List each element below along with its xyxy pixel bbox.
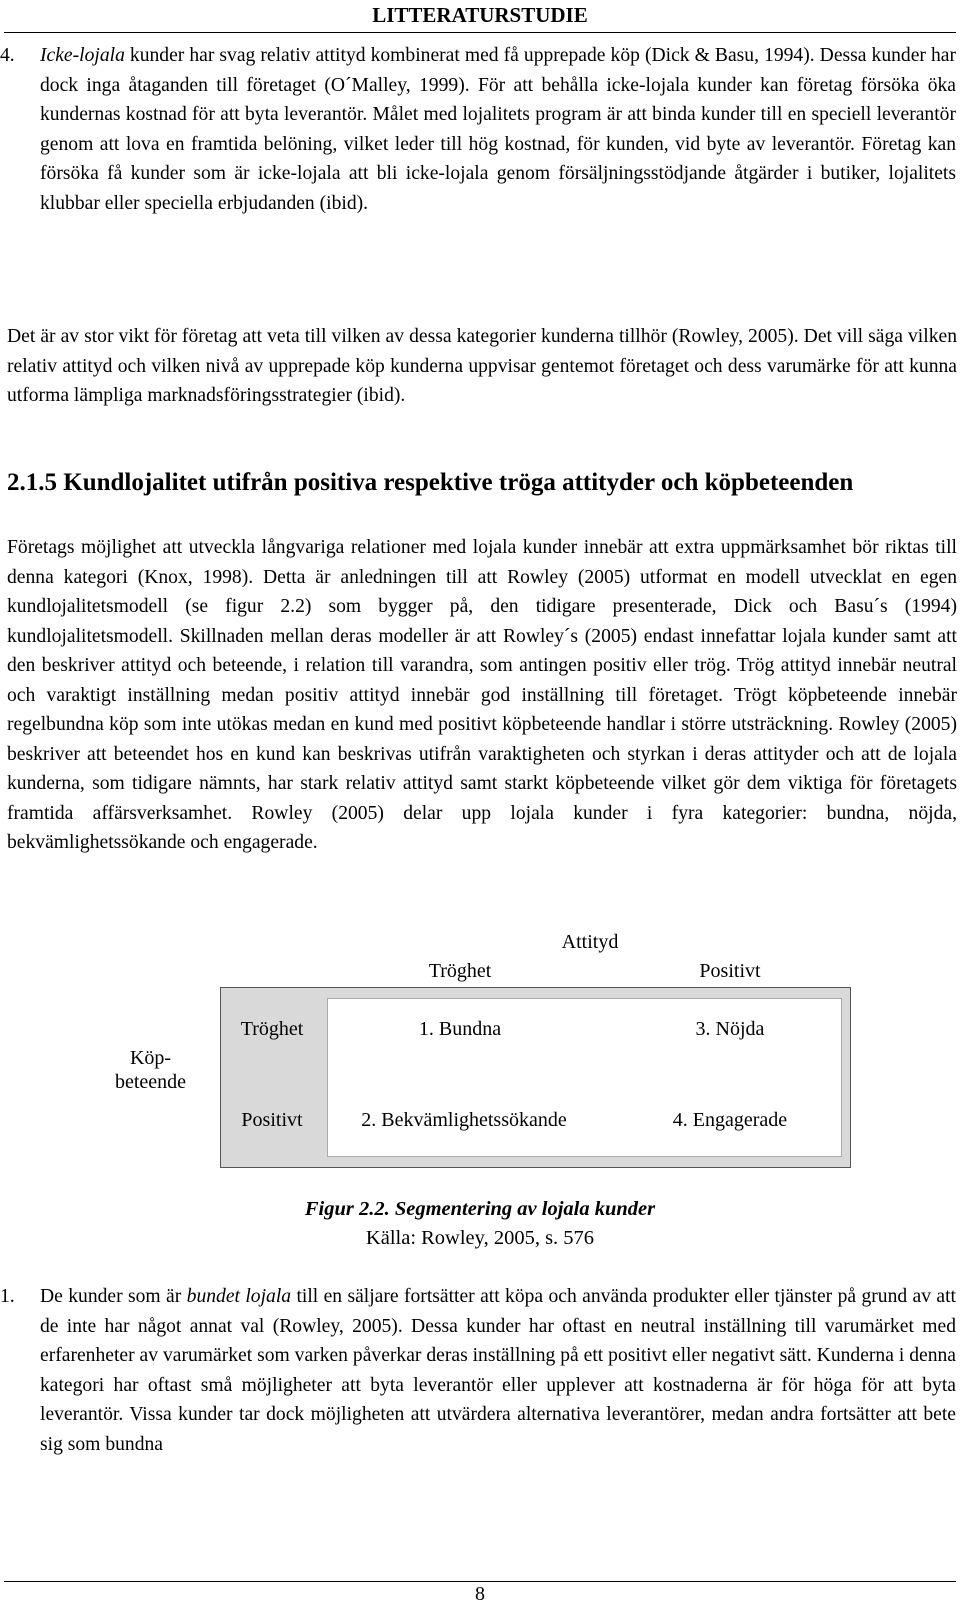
figure-source: Källa: Rowley, 2005, s. 576 [365,1227,595,1249]
col-header-positivt: Positivt [699,960,761,982]
cell-bekvamlighetssokande: 2. Bekvämlighetssökande [361,1109,567,1131]
list-item-1 [0,1282,956,1459]
section-heading [7,466,947,500]
term-icke-lojala: Icke-lojala [40,45,125,66]
row-header-troghet: Tröghet [240,1018,304,1040]
col-header-troghet: Tröghet [428,960,492,982]
figure-caption: Figur 2.2. Segmentering av lojala kunder [304,1198,656,1220]
cell-engagerade: 4. Engagerade [672,1109,788,1131]
list-item-text: kunder har svag relativ attityd kombinerat med få upprepade köp (Dick & Basu, 1994). Dessa kunder har dock inga åtaganden till företaget (O´Malley, 1999). För att behålla icke-lojala kunder kan företag försöka öka kundernas kostnad för att byta leverantör. Målet med lojalitets program är att binda kunder till en speciell leverantör genom att lova en framtida belöning, vilket leder till hög kostnad, för kunden, vid byte av leverantör. Företag kan försöka få kunder som är icke-lojala att bli icke-lojala genom försäljningsstödjande åtgärder i butiker, lojalitets klubbar eller speciella erbjudanden (ibid). [40,45,956,214]
list-item-text: till en säljare fortsätter att köpa och använda produkter eller tjänster på grund av att de inte har något annat val (Rowley, 2005). Dessa kunder har oftast en neutral inställning till varumärket med erfarenheter av varumärket som varken påverkar deras inställning på ett positivt eller negativt sätt. Kunderna i denna kategori har oftast små möjligheter att byta leverantör eller upplever att kostnaderna är för höga för att byta leverantör. Vissa kunder tar dock möjligheten att utvärdera alternativa leverantörer, medan andra fortsätter att bete sig som bundna [40,1286,956,1455]
running-header: LITTERATURSTUDIE [372,3,588,27]
behavior-label-line1: Köp- [129,1047,172,1069]
list-number: 4. [0,45,15,66]
matrix-box [220,987,851,1168]
behavior-label-line2: beteende [114,1071,187,1093]
page-number: 8 [475,1583,485,1605]
header-rule [4,32,956,33]
attitude-label: Attityd [561,931,619,953]
list-number: 1. [0,1286,15,1307]
row-header-positivt: Positivt [241,1109,303,1131]
paragraph-1: Det är av stor vikt för företag att veta till vilken av dessa kategorier kunderna tillhör (Rowley, 2005). Det vill säga vilken relativ attityd och vilken nivå av upprepade köp kunderna uppvisar gentemot företaget och dess varumärke för att kunna utforma lämpliga marknadsföringsstrategier (ibid). [7,326,957,406]
paragraph-2: Företags möjlighet att utveckla långvariga relationer med lojala kunder innebär att extra uppmärksamhet bör riktas till denna kategori (Knox, 1998). Detta är anledningen till att Rowley (2005) utformat en modell utvecklat en egen kundlojalitetsmodell (se figur 2.2) som bygger på, den tidigare presenterade, Dick och Basu´s (1994) kundlojalitetsmodell. Skillnaden mellan deras modeller är att Rowley´s (2005) endast innefattar lojala kunder samt att den beskriver attityd och beteende, i relation till varandra, som antingen positiv eller trög. Trög attityd innebär neutral och varaktigt inställning medan positiv attityd innebär god inställning till företaget. Trögt köpbeteende innebär regelbundna köp som inte utökas medan en kund med positivt köpbeteende handlar i större utsträckning. Rowley (2005) beskriver att beteendet hos en kund kan beskrivas utifrån varaktigheten och styrkan i deras attityder och att de lojala kunderna, som tidigare nämnts, har stark relativ attityd samt starkt köpbeteende vilket gör dem viktiga för företagets framtida affärsverksamhet. Rowley (2005) delar upp lojala kunder i fyra kategorier: bundna, nöjda, bekvämlighetssökande och engagerade. [7,537,957,853]
list-item-4 [0,41,956,218]
cell-nojda: 3. Nöjda [695,1018,765,1040]
term-bundet-lojala: bundet lojala [186,1286,292,1307]
section-title: Kundlojalitet utifrån positiva respektive tröga attityder och köpbeteenden [63,469,854,496]
footer-rule [4,1581,956,1582]
cell-bundna: 1. Bundna [418,1018,502,1040]
section-number: 2.1.5 [7,469,57,496]
list-item-lead: De kunder som är [40,1286,187,1307]
behavior-label [98,1046,203,1094]
